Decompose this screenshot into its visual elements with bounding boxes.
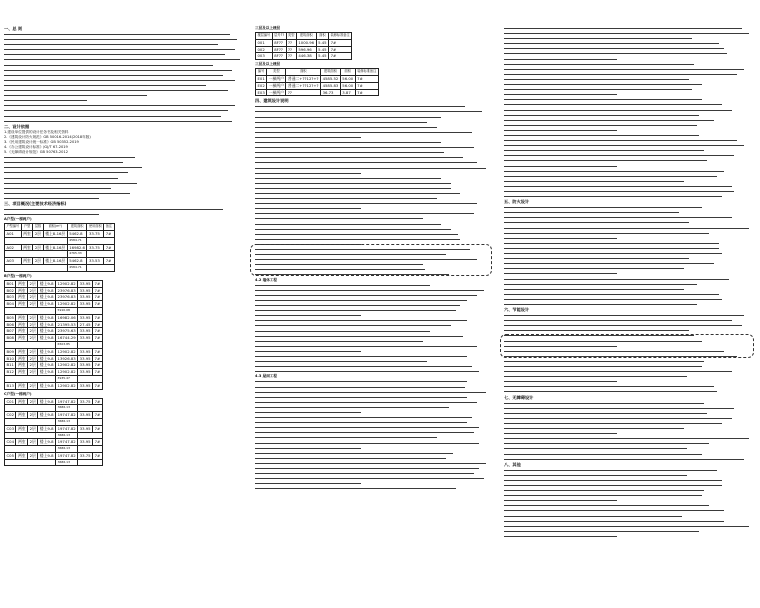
cell: 2层 <box>29 398 36 404</box>
cell: 7# <box>94 382 101 388</box>
table-subtotal-row <box>5 405 103 412</box>
cell: 33.53 <box>87 258 104 265</box>
table-header: 户型编号 <box>5 224 22 231</box>
cell: 7# <box>104 230 114 237</box>
table-header: 面积 <box>316 33 328 40</box>
cell: 19747.82 <box>57 425 76 431</box>
cell: 33.95 <box>79 301 91 307</box>
table-subtotal-row <box>5 264 115 271</box>
cell: 4765.33 <box>67 251 87 258</box>
cell: B12 <box>6 369 14 375</box>
cell: B03 <box>6 294 14 300</box>
cell: 12902.82 <box>57 280 76 286</box>
cell: 两室 <box>23 230 31 236</box>
section-title-fire: 五、防火设计 <box>504 199 530 205</box>
table-row <box>5 398 103 405</box>
cell: 两室 <box>17 452 26 458</box>
cell: 33.75 <box>87 244 104 251</box>
table-d-title: 三层及以上楼层 <box>255 26 281 30</box>
cell: 一梯两户 <box>268 75 284 81</box>
table-row <box>5 258 115 265</box>
table-row <box>5 369 103 376</box>
table-header: 面积(m²) <box>43 224 67 231</box>
cell: 7# <box>94 398 101 404</box>
cell: 5.45 <box>318 46 327 52</box>
cell: 2层 <box>29 369 36 375</box>
cell: 33.95 <box>79 355 91 361</box>
cell: 两室 <box>17 335 26 341</box>
cell: C03 <box>6 425 14 431</box>
unit-table-a <box>4 223 115 272</box>
cell: A03 <box>5 258 22 265</box>
cell: 12902.82 <box>57 382 76 388</box>
basis-item: 3.《民用建筑设计统一标准》GB 50352-2019 <box>4 139 79 144</box>
cell: B02 <box>6 287 14 293</box>
cell: 4585.52 <box>322 75 339 81</box>
cell: 33.75 <box>79 452 91 458</box>
table-subtotal-row <box>5 237 115 244</box>
cell: ?? <box>286 39 296 46</box>
table-header: 备注 <box>104 224 114 231</box>
spec-column-3 <box>504 26 754 539</box>
cell: 两室 <box>23 244 31 250</box>
cell: 33.95 <box>79 335 91 341</box>
cell: 3686.13 <box>56 405 78 412</box>
cell: 两室 <box>17 362 26 368</box>
table-header: 面积 <box>286 69 321 76</box>
floor-table-e <box>255 68 379 96</box>
cell: 8F?? <box>272 39 286 46</box>
cell: 两室 <box>17 398 26 404</box>
table-row <box>5 382 103 389</box>
cell: 23976.83 <box>57 294 76 300</box>
table-header: 户型 <box>21 224 33 231</box>
table-subtotal-row <box>5 307 103 314</box>
table-header: 面积 <box>340 69 355 76</box>
cell: 2层 <box>29 294 36 300</box>
cell: 1000.96 <box>298 39 315 45</box>
revision-cloud <box>250 244 492 276</box>
cell: 13926.83 <box>57 355 76 361</box>
accessible-text-block <box>504 401 754 462</box>
cell: 56.00 <box>342 82 354 88</box>
cell: 7# <box>355 82 378 89</box>
table-row <box>5 439 103 446</box>
wall-text-block <box>255 283 491 375</box>
cell: 7# <box>329 39 352 46</box>
cell: 两室 <box>17 287 26 293</box>
table-a-label: A户型(一梯两户) <box>4 217 32 222</box>
table-header-row <box>256 33 352 40</box>
table-header: 类型 <box>267 69 286 76</box>
unit-table-b <box>4 280 103 390</box>
cell: E01 <box>257 75 265 81</box>
cell: 3686.13 <box>56 418 78 425</box>
basis-item: 1.建设单位提供的设计任务书及相关资料 <box>4 129 69 134</box>
cell: 2层 <box>29 412 36 418</box>
cell: 3935.47 <box>56 375 78 382</box>
table-subtotal-row <box>5 418 103 425</box>
table-header: 层号?? <box>272 33 286 40</box>
cell: 12902.82 <box>57 301 76 307</box>
cell: 一梯两户 <box>268 82 284 88</box>
cell: 33.95 <box>79 369 91 375</box>
cell: 33.95 <box>79 382 91 388</box>
cell: 2层 <box>29 382 36 388</box>
cell: B07 <box>6 328 14 334</box>
cell: 7# <box>104 258 114 265</box>
cell: 33.75 <box>79 398 91 404</box>
cell: 7# <box>329 46 352 53</box>
cell: 19747.82 <box>57 412 76 418</box>
cell: C05 <box>6 452 14 458</box>
cell: 002 <box>256 46 273 53</box>
cell: 16744.29 <box>57 335 76 341</box>
cell: 5.45 <box>318 53 327 59</box>
cell: 2层 <box>29 335 36 341</box>
cell: C02 <box>6 412 14 418</box>
cell: 5462.8 <box>67 230 87 237</box>
cell: B01 <box>6 280 14 286</box>
cell: 56.00 <box>342 75 354 81</box>
basis-text-block <box>4 155 242 201</box>
cell: ?? <box>286 53 296 60</box>
section-title-general: 一、总 则 <box>4 26 23 31</box>
table-subtotal-row <box>5 432 103 439</box>
cell: 两室 <box>17 369 26 375</box>
cell: 7# <box>355 75 378 82</box>
table-row <box>5 280 103 287</box>
cell: 12902.82 <box>57 362 76 368</box>
cell: 两室 <box>17 294 26 300</box>
cell: 两室 <box>17 439 26 445</box>
table-row <box>5 412 103 419</box>
cell: 33.95 <box>79 425 91 431</box>
cell: 8F?? <box>272 46 286 53</box>
table-header: 装修标准备注 <box>329 33 352 40</box>
basis-item: 5.《无障碍设计规范》GB 50763-2012 <box>4 150 69 155</box>
cell: B13 <box>6 382 14 388</box>
cell: 楼上9-8 <box>39 362 54 368</box>
cell: 33.95 <box>79 362 91 368</box>
cell: C01 <box>6 398 14 404</box>
cell: 楼上9-8 <box>39 348 54 354</box>
floor-table-d <box>255 32 352 60</box>
cell: 2层 <box>29 362 36 368</box>
unit-table-c <box>4 398 103 467</box>
revision-cloud <box>500 334 754 358</box>
table-row <box>5 335 103 342</box>
cell: 楼上9-8 <box>39 412 54 418</box>
cell: 楼上9-8 <box>39 301 54 307</box>
table-b-label: B户型(一梯两户) <box>4 273 32 278</box>
table-row <box>5 328 103 335</box>
cell: 2层 <box>33 230 43 237</box>
cell: 两室 <box>17 314 26 320</box>
section-title-other: 八、其他 <box>504 461 521 467</box>
table-row <box>5 321 103 328</box>
table-subtotal-row <box>5 341 103 348</box>
basis-item: 2.《建筑设计防火规范》GB 50016-2014(2018年版) <box>4 134 91 139</box>
cell: 两室 <box>17 301 26 307</box>
cell: 23975.63 <box>57 328 76 334</box>
cell: 2层 <box>33 258 43 265</box>
cell: 2层 <box>29 287 36 293</box>
cell: 3.87 <box>340 89 355 96</box>
table-header: 类型 <box>286 33 296 40</box>
basis-item: 4.《办公建筑设计标准》JGJ/T 67-2019 <box>4 144 68 149</box>
cell: 楼上9-8 <box>39 369 54 375</box>
cell: B04 <box>6 301 14 307</box>
cell: 2层 <box>29 314 36 320</box>
cell: 2层 <box>29 348 36 354</box>
cell: 5.45 <box>318 39 327 45</box>
cell: 5462.8 <box>67 258 87 265</box>
cell: 33.95 <box>79 280 91 286</box>
cell: ?? <box>286 46 296 53</box>
section-title-roof: 4.3 屋面工程 <box>255 374 277 379</box>
basis-list <box>4 130 242 155</box>
cell: B06 <box>6 321 14 327</box>
section-title-design: 四、建筑设计说明 <box>255 98 289 104</box>
cell: 楼上9-8 <box>39 382 54 388</box>
cell: B10 <box>6 355 14 361</box>
cell: 7# <box>329 53 352 60</box>
table-row <box>5 362 103 369</box>
table-row <box>5 294 103 301</box>
table-subtotal-row <box>5 375 103 382</box>
cell: 楼上9-8 <box>39 294 54 300</box>
cell: 楼上9-8 <box>39 355 54 361</box>
cell: 2层 <box>29 321 36 327</box>
cell: 楼上9-8 <box>39 439 54 445</box>
cell: 两室 <box>17 412 26 418</box>
cell: E03 <box>257 89 265 95</box>
section-title-overview: 三、项目概况(主要技术经济指标) <box>4 201 67 206</box>
table-row <box>5 355 103 362</box>
cell: 楼上9-8 <box>39 328 54 334</box>
cell: ?? <box>286 89 321 96</box>
cell: 楼上9-8 <box>39 452 54 458</box>
table-row <box>256 39 352 46</box>
table-subtotal-row <box>5 446 103 453</box>
cell: 7# <box>94 280 101 286</box>
table-header-row <box>256 69 379 76</box>
cell: 两室 <box>17 355 26 361</box>
cell: 3686.13 <box>56 432 78 439</box>
cell: 两室 <box>23 258 31 264</box>
cell: 2层 <box>29 280 36 286</box>
cell: 两室 <box>17 328 26 334</box>
cell: 两室 <box>17 382 26 388</box>
spec-column-1 <box>4 26 242 468</box>
cell: 33.95 <box>79 328 91 334</box>
cell: 楼上9-8 <box>39 425 54 431</box>
table-c-label: C户型(一梯两户) <box>4 391 32 396</box>
cell: 楼上8-16层 <box>45 258 66 264</box>
cell: 楼上9-8 <box>39 314 54 320</box>
table-row <box>256 46 352 53</box>
cell: 2层 <box>29 301 36 307</box>
cell: 楼上9-8 <box>39 398 54 404</box>
table-e-title: 三层及以上楼层 <box>255 62 281 67</box>
cell: 7# <box>94 348 101 354</box>
section-title-energy: 六、节能设计 <box>504 307 530 313</box>
cell: 5910.08 <box>56 307 78 314</box>
table-row <box>5 287 103 294</box>
cell: 普通二+??12?+? <box>287 75 319 81</box>
table-header: 使用面积 <box>87 224 104 231</box>
cell: B08 <box>6 335 14 341</box>
cell: 33.95 <box>79 294 91 300</box>
table-header: 编号 <box>256 69 267 76</box>
table-header-row <box>5 224 115 231</box>
cell: 596.96 <box>296 46 316 53</box>
cell: 7# <box>94 328 101 334</box>
cell: 36.73 <box>321 89 341 96</box>
table-row <box>256 89 379 96</box>
cell: 33.75 <box>87 230 104 237</box>
cell: 19747.82 <box>57 452 76 458</box>
cell: 两室 <box>17 280 26 286</box>
cell: 7# <box>94 321 101 327</box>
cell: 001 <box>256 39 273 46</box>
cell: 4584.71 <box>67 264 87 271</box>
other-text-block <box>504 468 754 539</box>
cell: B05 <box>6 314 14 320</box>
cell: 两室 <box>17 348 26 354</box>
table-subtotal-row <box>5 459 103 466</box>
cell: 楼上8-16层 <box>45 230 66 236</box>
cell: 普通二+??12?+? <box>287 82 319 88</box>
table-header: 楼层编号 <box>256 33 273 40</box>
cell: 3686.13 <box>56 446 78 453</box>
cell: 7# <box>94 452 101 458</box>
cell: 两室 <box>17 321 26 327</box>
cell: 楼上9-8 <box>39 321 54 327</box>
cell: 楼上8-16层 <box>45 244 66 250</box>
col3-text-block <box>504 26 754 199</box>
cell: C04 <box>6 439 14 445</box>
roof-text-block <box>255 379 491 491</box>
cell: 7# <box>94 425 101 431</box>
cell: 7# <box>94 294 101 300</box>
table-header: 装修标准备注 <box>355 69 378 76</box>
cell: 2层 <box>29 328 36 334</box>
cell: E02 <box>257 82 265 88</box>
cell: 12902.82 <box>57 369 76 375</box>
table-header: 层数 <box>33 224 43 231</box>
cell: 27.45 <box>79 321 91 327</box>
cell: 楼上9-8 <box>39 287 54 293</box>
table-row <box>5 452 103 459</box>
cell: 7# <box>94 335 101 341</box>
cell: 19747.82 <box>57 439 76 445</box>
cell: 19747.82 <box>57 398 76 404</box>
table-subtotal-row <box>5 251 115 258</box>
table-header: 建筑面积 <box>296 33 316 40</box>
cell: A01 <box>5 230 22 237</box>
table-row <box>5 301 103 308</box>
cell: A02 <box>5 244 22 251</box>
cell: 3686.13 <box>56 459 78 466</box>
cell: 两室 <box>17 425 26 431</box>
cell: 7# <box>355 89 378 96</box>
cell: 4584.71 <box>67 237 87 244</box>
cell: 33.95 <box>79 314 91 320</box>
cell: 2层 <box>29 355 36 361</box>
cell: 4585.83 <box>322 82 339 88</box>
table-header: 建筑面积 <box>321 69 341 76</box>
cell: 楼上9-8 <box>39 280 54 286</box>
cell: 8F?? <box>272 53 286 60</box>
cell: 一梯两户 <box>268 89 284 95</box>
table-row <box>5 244 115 251</box>
cell: 2层 <box>29 452 36 458</box>
cell: 6503.85 <box>56 341 78 348</box>
cell: 21395.53 <box>57 321 76 327</box>
section-title-basis: 二、设计依据 <box>4 123 30 129</box>
cell: 7# <box>94 314 101 320</box>
table-row <box>256 75 379 82</box>
table-row <box>5 314 103 321</box>
section-title-accessible: 七、无障碍设计 <box>504 394 534 400</box>
table-row <box>5 230 115 237</box>
cell: 7# <box>94 355 101 361</box>
cell: 7# <box>94 439 101 445</box>
cell: 2层 <box>29 439 36 445</box>
overview-text-block <box>4 207 242 217</box>
table-row <box>256 53 352 60</box>
cell: 16982.6 <box>69 244 85 250</box>
cell: 33.95 <box>79 439 91 445</box>
general-text-block <box>4 32 242 124</box>
cell: 23976.83 <box>57 287 76 293</box>
cell: 33.95 <box>79 287 91 293</box>
cell: B09 <box>6 348 14 354</box>
table-row <box>5 348 103 355</box>
cell: 003 <box>256 53 273 60</box>
cell: B11 <box>6 362 14 368</box>
cell: 7# <box>94 362 101 368</box>
cell: 7# <box>94 369 101 375</box>
cell: 楼上9-8 <box>39 335 54 341</box>
table-header: 建筑面积 <box>67 224 87 231</box>
cell: 7# <box>94 412 101 418</box>
cell: 7# <box>94 301 101 307</box>
cell: 2层 <box>29 425 36 431</box>
cell: 7# <box>104 244 114 251</box>
section-title-wall: 4.2 墙体工程 <box>255 277 277 282</box>
cell: 33.95 <box>79 412 91 418</box>
cell: 2层 <box>33 244 43 251</box>
table-row <box>5 425 103 432</box>
table-row <box>256 82 379 89</box>
cell: 446.38 <box>296 53 316 60</box>
cell: 16982.06 <box>57 314 76 320</box>
cell: 33.95 <box>79 348 91 354</box>
cell: 12902.82 <box>57 348 76 354</box>
fire-text-block <box>504 205 754 307</box>
cell: 7# <box>94 287 101 293</box>
